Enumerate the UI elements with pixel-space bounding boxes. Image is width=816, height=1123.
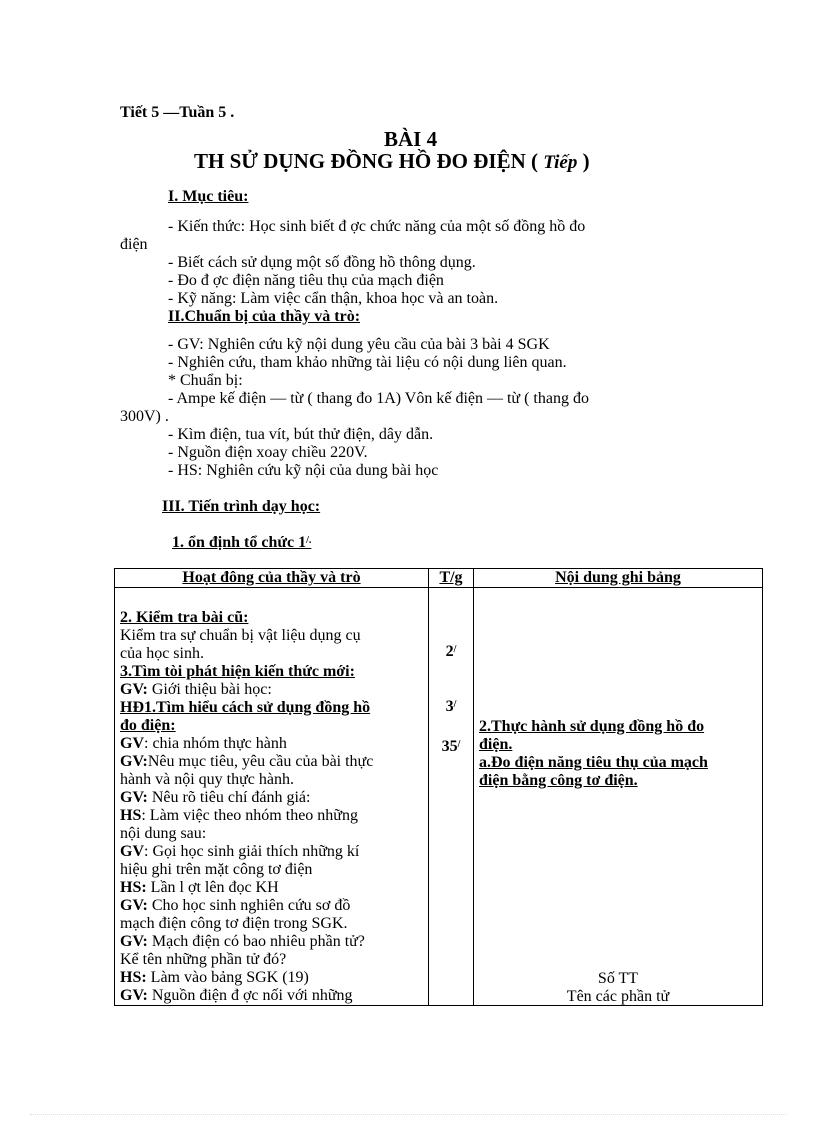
section-objectives-heading: I. Mục tiêu: xyxy=(168,188,249,205)
time-cell xyxy=(429,588,474,1006)
activity-line: GV: Nguồn điện đ ợc nối với những xyxy=(120,987,353,1004)
organization-text: 1. ổn định tổ chức 1 xyxy=(172,534,307,551)
activity-line: nội dung sau: xyxy=(120,825,207,842)
organization-sup: /. xyxy=(306,535,312,546)
preparation-line: * Chuẩn bị: xyxy=(168,372,243,389)
activity-line xyxy=(120,591,424,609)
header-board-content: Nội dung ghi bảng xyxy=(474,569,763,588)
objective-line: - Đo đ ợc điện năng tiêu thụ của mạch điện xyxy=(168,272,444,289)
activity-line: mạch điện công tơ điện trong SGK. xyxy=(120,915,348,932)
page-edge-divider xyxy=(30,1114,786,1115)
table-row xyxy=(115,588,763,1006)
objective-line: - Kỹ năng: Làm việc cẩn thận, khoa học và an toàn. xyxy=(168,290,499,307)
header-activities: Hoạt đông của thầy và trò xyxy=(115,569,429,588)
preparation-line: - Kìm điện, tua vít, bút thử điện, dây dẫn. xyxy=(168,426,434,443)
lesson-title-end: ) xyxy=(582,149,590,173)
lesson-title xyxy=(194,149,590,175)
preparation-line: - HS: Nghiên cứu kỹ nội của dung bài học xyxy=(168,462,439,479)
lesson-number: BÀI 4 xyxy=(384,127,438,151)
activity-line: hiệu ghi trên mặt công tơ điện xyxy=(120,861,313,878)
activity-line: GV: Nêu rõ tiêu chí đánh giá: xyxy=(120,789,311,806)
lesson-period: Tiết 5 —Tuần 5 . xyxy=(120,104,235,121)
preparation-line: - Ampe kế điện — từ ( thang đo 1A) Vôn kế điện — từ ( thang đo xyxy=(168,390,589,407)
activity-line: GV: chia nhóm thực hành xyxy=(120,735,287,752)
activity-line: HS: Lần l ợt lên đọc KH xyxy=(120,879,279,896)
board-table-headings xyxy=(474,970,762,1006)
preparation-line: - GV: Nghiên cứu kỹ nội dung yêu cầu của bài 3 bài 4 SGK xyxy=(168,336,550,353)
activity-line: HS: Làm việc theo nhóm theo những xyxy=(120,807,358,824)
objective-line: - Kiến thức: Học sinh biết đ ợc chức năng của một số đồng hồ đo xyxy=(168,218,586,235)
activity-line: của học sinh. xyxy=(120,645,204,662)
activity-line: GV:Nêu mục tiêu, yêu cầu của bài thực xyxy=(120,753,374,770)
preparation-line: - Nghiên cứu, tham khảo những tài liệu có nội dung liên quan. xyxy=(168,354,567,371)
header-time: T/g xyxy=(429,569,474,588)
activity-line: Kiểm tra sự chuẩn bị vật liệu dụng cụ xyxy=(120,627,361,644)
board-line: 2.Thực hành sử dụng đồng hồ đo điện. a.Đo điện năng tiêu thụ của mạch điện bằng công tơ điện. xyxy=(479,718,708,789)
activity-line: GV: Giới thiệu bài học: xyxy=(120,681,272,698)
time-value: 2/ xyxy=(445,643,457,660)
activity-line: GV: Cho học sinh nghiên cứu sơ đồ xyxy=(120,897,351,914)
activity-line: GV: Gọi học sinh giải thích những kí xyxy=(120,843,360,860)
activity-line: HĐ1.Tìm hiểu cách sử dụng đồng hồ xyxy=(120,699,371,716)
activity-line: GV: Mạch điện có bao nhiêu phần tử? xyxy=(120,933,365,950)
lesson-title-main: TH SỬ DỤNG ĐỒNG HỒ ĐO ĐIỆN ( xyxy=(194,149,538,173)
lesson-title-italic: Tiếp xyxy=(543,152,578,173)
organization-heading xyxy=(172,534,311,552)
time-value: 3/ xyxy=(445,698,457,715)
section-process-heading: III. Tiến trình dạy học: xyxy=(162,498,321,515)
section-preparation-heading: II.Chuẩn bị của thầy và trò: xyxy=(168,308,361,325)
activity-line: 3.Tìm tòi phát hiện kiến thức mới: xyxy=(120,663,355,680)
activities-cell xyxy=(115,588,429,1006)
board-heading-components: Tên các phần tử xyxy=(566,988,670,1005)
activity-line: HS: Làm vào bảng SGK (19) xyxy=(120,969,309,986)
activity-line: Kể tên những phần tử đó? xyxy=(120,951,287,968)
time-value: 35/ xyxy=(441,738,461,755)
board-content-cell xyxy=(474,588,763,1006)
activity-line: hành và nội quy thực hành. xyxy=(120,771,294,788)
board-heading-number: Số TT xyxy=(597,970,639,987)
objective-line: - Biết cách sử dụng một số đồng hồ thông dụng. xyxy=(168,254,476,271)
activity-line: 2. Kiểm tra bài cũ: xyxy=(120,609,249,626)
preparation-line: - Nguồn điện xoay chiều 220V. xyxy=(168,444,368,461)
preparation-line: 300V) . xyxy=(120,408,169,425)
activity-line: đo điện: xyxy=(120,717,176,734)
lesson-table xyxy=(114,568,763,1006)
objective-line: điện xyxy=(120,236,148,253)
table-header-row xyxy=(115,569,763,588)
